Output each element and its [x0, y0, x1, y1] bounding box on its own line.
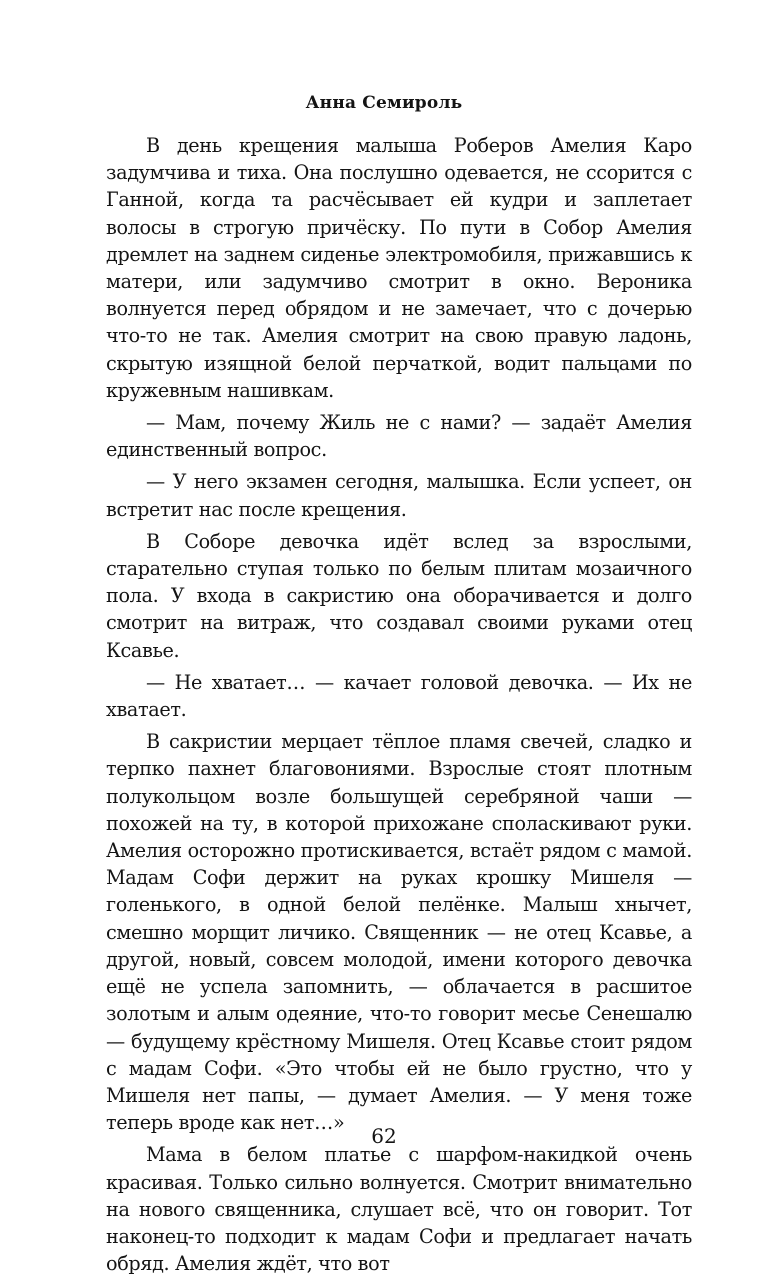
- page-number: 62: [371, 1124, 397, 1148]
- paragraph-3: — У него экзамен сегодня, малышка. Если успеет, он встретит нас после крещения.: [106, 470, 692, 521]
- body-text: [106, 132, 692, 1282]
- paragraph-5: — Не хватает… — качает головой девочка. — Их не хватает.: [106, 670, 692, 722]
- paragraph-6: В сакристии мерцает тёплое пламя свечей, сладко и терпко пахнет благовониями. Взрослые стоят плотным полукольцом возле большущей серебряной чаши — похожей на ту, в которой прихожане споласкивают руки. Амелия осторожно протискивается, встаёт рядом с мамой. Мадам Софи держит на руках крошку Мишеля — голенького, в одной белой пелёнке. Малыш хнычет, смешно морщит личико. Священник — не отец Ксавье, а другой, новый, совсем молодой, имени которого девочка ещё не успела запомнить, — облачается в расшитое золотым и алым одеяние, что-то говорит месье Сенешалю — будущему крёстному Мишеля. Отец Ксавье стоит рядом с мадам Софи. «Это чтобы ей не было грустно, что у Мишеля нет папы, — думает Амелия. — У меня тоже теперь вроде как нет…»: [106, 730, 692, 1135]
- paragraph-7: Мама в белом платье с шарфом-накидкой очень красивая. Только сильно волнуется. Смотрит внимательно на нового священника, слушает всё, что он говорит. Тот наконец-то подходит к мадам Софи и предлагает начать обряд. Амелия ждёт, что вот: [106, 1143, 692, 1276]
- paragraph-2: — Мам, почему Жиль не с нами? — задаёт Амелия единственный вопрос.: [106, 411, 692, 462]
- paragraph-1: В день крещения малыша Роберов Амелия Каро задумчива и тиха. Она послушно одевается, не ссорится с Ганной, когда та расчёсывает ей кудри и заплетает волосы в строгую причёску. По пути в Собор Амелия дремлет на заднем сиденье электромобиля, прижавшись к матери, или задумчиво смотрит в окно. Вероника волнуется перед обрядом и не замечает, что с дочерью что-то не так. Амелия смотрит на свою правую ладонь, скрытую изящной белой перчаткой, водит пальцами по кружевным нашивкам.: [106, 134, 692, 402]
- paragraph-4: В Соборе девочка идёт вслед за взрослыми, старательно ступая только по белым плитам мозаичного пола. У входа в сакристию она оборачивается и долго смотрит на витраж, что создавал своими руками отец Ксавье.: [106, 529, 692, 662]
- running-head-author: Анна Семироль: [305, 93, 463, 113]
